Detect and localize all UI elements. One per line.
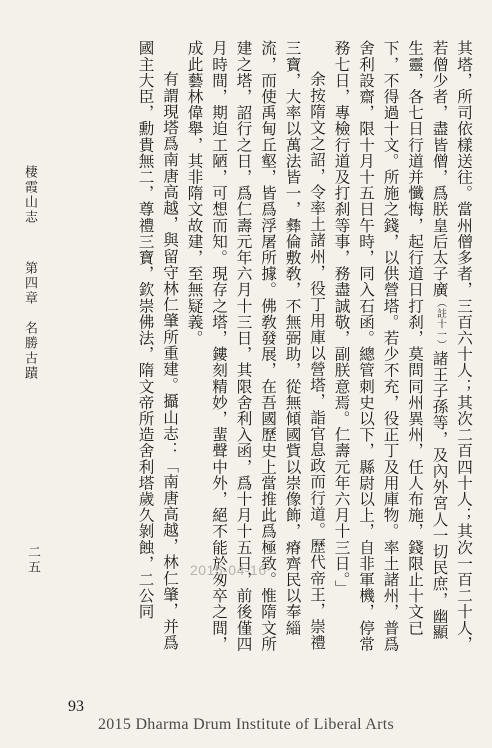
footer-credit: 2015 Dharma Drum Institute of Liberal Arts	[97, 716, 395, 733]
chapter-title: 第四章 名勝古蹟	[22, 261, 37, 382]
paragraph-1	[329, 40, 476, 652]
paragraph-2: 余按隋文之詔，令率土諸州，役丁用庫以營塔，詣官息政而行道。歷代帝王，崇禮三寶，大率以萬法皆一，彝倫敷敎，不無弼助，從無傾國貲以崇像飾，瘠齊民以奉緇流，而使禹甸丘壑，皆爲浮屠所據。佛敎發展，在吾國歷史上當推此爲極致。惟隋文所建之塔，詔行之日，爲仁壽元年六月十三日，其限舍利入函，爲十月十五日，前後僅四月時間，期迫工陋，可想而知。現存之塔，鏤刻精妙，蜚聲中外，絕不能於匆卒之間，成此藝林偉舉，其非隋文故建，至無疑義。	[185, 40, 326, 652]
page-number-chinese: 二五	[25, 545, 40, 575]
annotation-note: （註十一）	[434, 297, 446, 351]
paragraph-3: 有謂現塔爲南唐高越，與留守林仁肇所重建。攝山志：「南唐高越，林仁肇，并爲國主大臣，勳貴無二，尊禮三寶，欽崇佛法，隋文帝所造舍利塔歲久剝蝕，二公同	[136, 40, 179, 651]
paragraph-1-text-a: 其塔，所司依樣送往。當州僧多者，三百六十人；其次二百四十人；其次一百二十人，若僧少者，盡皆僧，爲朕皇后太子廣	[430, 40, 473, 652]
body-text	[36, 40, 476, 652]
paragraph-1-text-b: 諸王子孫等，及內外宮人一切民庶，幽顯生靈，各七日行道并懺悔，起行道日打刹，莫問同州異州，任人布施，錢限止十文已下，不得過十文。所施之錢，以供營塔。若少不充，役正丁及用庫物。率土諸州，普爲舍利設齋，限十月十五日午時，同入石函。總管刺史以下，縣尉以上，自非軍機，停常務七日，專檢行道及打刹等事，務盡誠敬，副朕意焉。仁壽元年六月十三日。」	[332, 40, 449, 652]
page-number: 93	[68, 698, 84, 715]
book-title: 棲霞山志	[22, 165, 37, 225]
watermark-date: 2015-04-16	[190, 562, 267, 578]
running-head	[20, 165, 39, 381]
